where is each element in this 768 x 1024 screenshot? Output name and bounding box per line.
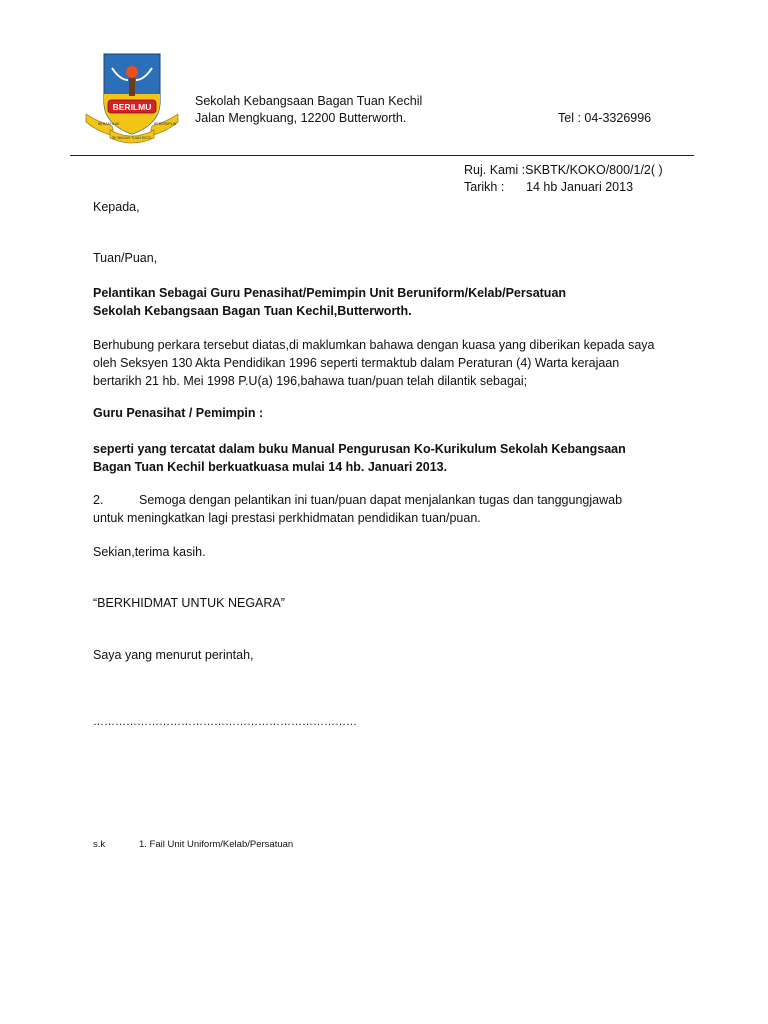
motto: “BERKHIDMAT UNTUK NEGARA”: [93, 596, 285, 610]
cc-item: 1. Fail Unit Uniform/Kelab/Persatuan: [139, 839, 294, 850]
subject-line-1: Pelantikan Sebagai Guru Penasihat/Pemimpin Unit Beruniform/Kelab/Persatuan: [93, 286, 567, 300]
signature-line: ………………………………………………………………: [93, 716, 357, 728]
logo-ribbon-left: BERAKHLAK: [98, 122, 120, 126]
date-value: 14 hb Januari 2013: [526, 180, 634, 194]
signoff: Saya yang menurut perintah,: [93, 648, 254, 662]
logo-motto: BERILMU: [112, 102, 152, 112]
paragraph-1-line-1: Berhubung perkara tersebut diatas,di maklumkan bahawa dengan kuasa yang diberikan kepada saya: [93, 338, 655, 352]
date-label: Tarikh :: [464, 180, 505, 194]
subject: [93, 284, 693, 320]
logo-ribbon-bottom: SK BAGAN TUAN KECIL: [111, 136, 153, 140]
header-divider: [70, 155, 694, 156]
school-crest-icon: [84, 50, 180, 146]
paragraph-3-number: 2.: [93, 493, 104, 507]
school-tel: Tel : 04-3326996: [558, 111, 652, 125]
reference-number: Ruj. Kami :SKBTK/KOKO/800/1/2( ): [464, 163, 663, 177]
paragraph-2: [93, 440, 693, 476]
cc-label: s.k: [93, 839, 106, 850]
paragraph-1-line-2: oleh Seksyen 130 Akta Pendidikan 1996 seperti termaktub dalam Peraturan (4) Warta kerajaan: [93, 356, 620, 370]
paragraph-3-line-2: untuk meningkatkan lagi prestasi perkhidmatan pendidikan tuan/puan.: [93, 511, 481, 525]
subject-line-2: Sekolah Kebangsaan Bagan Tuan Kechil,Butterworth.: [93, 304, 412, 318]
salutation: Tuan/Puan,: [93, 251, 158, 265]
paragraph-3-line-1: Semoga dengan pelantikan ini tuan/puan dapat menjalankan tugas dan tanggungjawab: [139, 493, 623, 507]
logo-ribbon-right: BERDISIPLIN: [154, 122, 177, 126]
role-heading: Guru Penasihat / Pemimpin :: [93, 406, 264, 420]
closing: Sekian,terima kasih.: [93, 545, 206, 559]
school-address: Jalan Mengkuang, 12200 Butterworth.: [195, 111, 407, 125]
paragraph-2-line-2: Bagan Tuan Kechil berkuatkuasa mulai 14 hb. Januari 2013.: [93, 460, 448, 474]
paragraph-1-line-3: bertarikh 21 hb. Mei 1998 P.U(a) 196,bahawa tuan/puan telah dilantik sebagai;: [93, 374, 528, 388]
recipient-label: Kepada,: [93, 200, 140, 214]
paragraph-1: [93, 336, 693, 390]
school-name: Sekolah Kebangsaan Bagan Tuan Kechil: [195, 94, 423, 108]
paragraph-2-line-1: seperti yang tercatat dalam buku Manual Pengurusan Ko-Kurikulum Sekolah Kebangsaan: [93, 442, 626, 456]
